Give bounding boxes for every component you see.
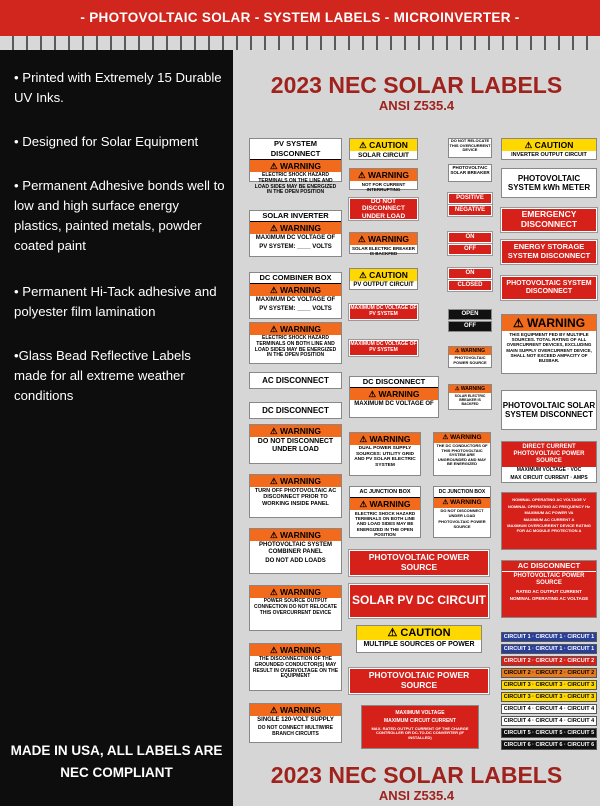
label-pv-system-disconnect-red: PHOTOVOLTAIC SYSTEM DISCONNECT bbox=[501, 276, 597, 300]
feature-adhesive: • Permanent Adhesive bonds well to low and high surface energy plastics, painted metals, powder coated paint bbox=[14, 178, 225, 253]
warning-banner: ⚠ WARNING bbox=[250, 586, 341, 598]
label-body: SOLAR CIRCUIT bbox=[358, 152, 409, 159]
caution-banner: ⚠ CAUTION bbox=[350, 139, 417, 151]
warning-banner: ⚠ WARNING bbox=[449, 385, 491, 393]
label-line: MAXIMUM CIRCUIT CURRENT bbox=[384, 717, 456, 724]
label-line: PV SYSTEM: ____ VOLTS bbox=[259, 243, 332, 250]
label-body: MAXIMUM DC VOLTAGE OF bbox=[354, 401, 434, 407]
label-ac-module-ratings bbox=[501, 492, 597, 550]
label-ac-disconnect: AC DISCONNECT bbox=[249, 372, 342, 389]
label-power-source-output bbox=[249, 585, 342, 631]
caution-banner: ⚠ CAUTION bbox=[357, 626, 481, 640]
label-line: NOMINAL OPERATING AC FREQUENCY Hz bbox=[507, 503, 591, 509]
warning-banner: ⚠ WARNING bbox=[250, 704, 341, 716]
label-emergency-disconnect: EMERGENCY DISCONNECT bbox=[501, 208, 597, 232]
label-pv-output-circuit bbox=[349, 268, 418, 290]
label-multiple-sources-warning bbox=[501, 314, 597, 374]
label-dc-combiner bbox=[249, 272, 342, 319]
label-body: MULTIPLE SOURCES OF POWER bbox=[363, 641, 475, 648]
label-circuit-5: CIRCUIT 5 · CIRCUIT 5 · CIRCUIT 5 bbox=[501, 728, 597, 738]
label-pv-power-source-red-2: PHOTOVOLTAIC POWER SOURCE bbox=[349, 668, 489, 694]
warning-banner: ⚠ WARNING bbox=[350, 433, 420, 445]
label-solar-pv-dc: SOLAR PV DC CIRCUIT bbox=[349, 584, 489, 618]
label-body: NOT FOR CURRENT INTERRUPTING bbox=[361, 182, 406, 193]
label-off-2: OFF bbox=[448, 321, 492, 332]
label-combiner-panel bbox=[249, 528, 342, 574]
label-max-dc-voltage-a: MAXIMUM DC VOLTAGE OF PV SYSTEM bbox=[349, 304, 418, 320]
label-body: ELECTRIC SHOCK HAZARD TERMINALS ON BOTH LINE AND LOAD SIDES MAY BE ENERGIZED IN THE OPEN POSITION bbox=[254, 335, 337, 359]
label-body: PV OUTPUT CIRCUIT bbox=[353, 282, 414, 288]
label-line-load-warning bbox=[249, 322, 342, 364]
label-heading: DC DISCONNECT bbox=[350, 377, 438, 388]
label-body: PHOTOVOLTAIC POWER SOURCE bbox=[453, 355, 487, 365]
label-heading: PV SYSTEM DISCONNECT bbox=[250, 139, 341, 160]
label-do-not-relocate: DO NOT RELOCATE THIS OVERCURRENT DEVICE bbox=[448, 138, 492, 158]
label-pv-power-source-red: PHOTOVOLTAIC POWER SOURCE bbox=[349, 550, 489, 576]
label-pv-system-disconnect bbox=[249, 138, 342, 196]
label-body: POWER SOURCE OUTPUT CONNECTION DO NOT RELOCATE THIS OVERCURRENT DEVICE bbox=[254, 598, 337, 616]
label-single-120v bbox=[249, 703, 342, 743]
label-line: DO NOT ADD LOADS bbox=[265, 557, 326, 564]
label-body: PHOTOVOLTAIC POWER SOURCE bbox=[513, 573, 585, 586]
label-heading: DC JUNCTION BOX bbox=[434, 487, 490, 498]
label-turn-off-pv bbox=[249, 474, 342, 518]
label-solar-circuit bbox=[349, 138, 418, 160]
label-solar-inverter bbox=[249, 210, 342, 257]
label-on-2: ON bbox=[448, 268, 492, 279]
label-body: ELECTRIC SHOCK HAZARD TERMINALS ON THE LINE AND LOAD SIDES MAY BE ENERGIZED IN THE OPEN POSITION bbox=[254, 172, 337, 196]
label-breaker-backfed bbox=[349, 232, 418, 257]
label-dc-disconnect-warning bbox=[349, 376, 439, 418]
warning-banner: ⚠ WARNING bbox=[502, 315, 596, 331]
label-max-voltage-current bbox=[361, 705, 479, 749]
warning-banner: ⚠ WARNING bbox=[250, 284, 341, 296]
label-max-dc-voltage-b: MAXIMUM DC VOLTAGE OF PV SYSTEM bbox=[349, 340, 418, 356]
decorative-stripe bbox=[0, 36, 600, 50]
label-line: MAXIMUM VOLTAGE · VOC bbox=[516, 467, 582, 473]
label-pv-power-source-small bbox=[448, 346, 492, 368]
label-ac-disconnect-red bbox=[501, 560, 597, 618]
feature-solar-equipment: • Designed for Solar Equipment bbox=[14, 134, 199, 149]
label-not-interrupting bbox=[349, 168, 418, 193]
warning-banner: ⚠ WARNING bbox=[250, 160, 341, 172]
label-body: THIS EQUIPMENT FED BY MULTIPLE SOURCES. TOTAL RATING OF ALL OVERCURRENT DEVICES, EXCLUDING MAIN SUPPLY OVERCURRENT DEVICE, SHALL NOT EXCEED AMPACITY OF BUSBAR. bbox=[506, 332, 592, 363]
label-line: MAXIMUM OVERCURRENT DEVICE RATING FOR AC MODULE PROTECTION A bbox=[507, 523, 591, 533]
warning-banner: ⚠ WARNING bbox=[250, 475, 341, 487]
label-line: NOMINAL OPERATING AC VOLTAGE V bbox=[512, 497, 586, 502]
caution-banner: ⚠ CAUTION bbox=[502, 139, 596, 151]
label-off: OFF bbox=[448, 244, 492, 255]
label-heading: DIRECT CURRENT PHOTOVOLTAIC POWER SOURCE bbox=[502, 442, 596, 467]
label-heading: AC JUNCTION BOX bbox=[350, 487, 420, 498]
label-heading: AC DISCONNECT bbox=[502, 561, 596, 572]
warning-banner: ⚠ WARNING bbox=[250, 222, 341, 234]
label-heading: DC COMBINER BOX bbox=[250, 273, 341, 284]
label-line: MAXIMUM AC POWER VA bbox=[524, 510, 574, 516]
made-in-usa: MADE IN USA, ALL LABELS ARE NEC COMPLIANT bbox=[10, 743, 223, 780]
label-line: RATED AC OUTPUT CURRENT bbox=[516, 588, 582, 594]
feature-uv-inks: • Printed with Extremely 15 Durable UV Inks. bbox=[14, 70, 222, 105]
label-dc-junction bbox=[433, 486, 491, 538]
label-line: MAX CIRCUIT CURRENT · AMPS bbox=[510, 474, 588, 481]
label-dc-source bbox=[501, 441, 597, 483]
label-circuit-4: CIRCUIT 4 · CIRCUIT 4 · CIRCUIT 4 bbox=[501, 704, 597, 714]
warning-banner: ⚠ WARNING bbox=[449, 347, 491, 355]
label-dc-disconnect: DC DISCONNECT bbox=[249, 402, 342, 419]
label-do-not-disconnect-red: DO NOT DISCONNECT UNDER LOAD bbox=[349, 198, 418, 220]
warning-banner: ⚠ WARNING bbox=[250, 425, 341, 437]
warning-banner: ⚠ WARNING bbox=[350, 388, 438, 400]
bottom-subtitle: ANSI Z535.4 bbox=[378, 788, 455, 803]
label-ac-junction bbox=[349, 486, 421, 538]
label-breaker-backfed-small bbox=[448, 384, 492, 410]
header-banner: - PHOTOVOLTAIC SOLAR - SYSTEM LABELS - MICROINVERTER - bbox=[0, 0, 600, 36]
label-body: DO NOT DISCONNECT UNDER LOAD bbox=[440, 508, 484, 518]
label-grounded-conductor bbox=[249, 643, 342, 691]
label-body: SOLAR ELECTRIC BREAKER IS BACKFED bbox=[454, 394, 486, 407]
warning-banner: ⚠ WARNING bbox=[350, 169, 417, 181]
label-body: MAXIMUM DC VOLTAGE OF bbox=[255, 297, 336, 303]
caution-banner: ⚠ CAUTION bbox=[350, 269, 417, 281]
label-line: MAXIMUM VOLTAGE bbox=[395, 710, 445, 716]
label-positive: POSITIVE bbox=[448, 193, 492, 204]
label-body: MAXIMUM DC VOLTAGE OF bbox=[255, 235, 336, 241]
label-pv-solar-disconnect: PHOTOVOLTAIC SOLAR SYSTEM DISCONNECT bbox=[501, 390, 597, 430]
label-body: DO NOT DISCONNECT UNDER LOAD bbox=[257, 438, 334, 454]
label-body: SINGLE 120-VOLT SUPPLY bbox=[257, 717, 334, 723]
warning-banner: ⚠ WARNING bbox=[250, 644, 341, 656]
label-circuit-3: CIRCUIT 3 · CIRCUIT 3 · CIRCUIT 3 bbox=[501, 680, 597, 690]
labels-panel bbox=[233, 50, 600, 806]
label-circuit-4b: CIRCUIT 4 · CIRCUIT 4 · CIRCUIT 4 bbox=[501, 716, 597, 726]
label-open: OPEN bbox=[448, 309, 492, 320]
label-circuit-1: CIRCUIT 1 · CIRCUIT 1 · CIRCUIT 1 bbox=[501, 632, 597, 642]
warning-banner: ⚠ WARNING bbox=[350, 233, 417, 245]
label-line: MAX. RATED OUTPUT CURRENT OF THE CHARGE CONTROLLER OR DC-TO-DC CONVERTER (IF INSTALLED) bbox=[371, 725, 469, 740]
bottom-title: 2023 NEC SOLAR LABELS bbox=[270, 762, 563, 788]
main-title: 2023 NEC SOLAR LABELS bbox=[270, 72, 563, 98]
label-inverter-output bbox=[501, 138, 597, 160]
label-circuit-3b: CIRCUIT 3 · CIRCUIT 3 · CIRCUIT 3 bbox=[501, 692, 597, 702]
label-body: DUAL POWER SUPPLY SOURCES: UTILITY GRID AND PV SOLAR ELECTRIC SYSTEM bbox=[354, 446, 416, 468]
main-subtitle: ANSI Z535.4 bbox=[378, 98, 455, 113]
label-body: THE DISCONNECTION OF THE GROUNDED CONDUCTOR(S) MAY RESULT IN OVERVOLTAGE ON THE EQUIPMENT bbox=[252, 656, 339, 680]
label-line: MAXIMUM AC CURRENT A bbox=[523, 516, 575, 522]
label-do-not-disconnect bbox=[249, 424, 342, 464]
label-circuit-1b: CIRCUIT 1 · CIRCUIT 1 · CIRCUIT 1 bbox=[501, 644, 597, 654]
warning-banner: ⚠ WARNING bbox=[434, 433, 490, 443]
features-panel bbox=[0, 50, 233, 806]
label-line: DO NOT CONNECT MULTIWIRE BRANCH CIRCUITS bbox=[258, 724, 333, 737]
label-line: PHOTOVOLTAIC POWER SOURCE bbox=[438, 519, 486, 529]
warning-banner: ⚠ WARNING bbox=[250, 323, 341, 335]
warning-banner: ⚠ WARNING bbox=[250, 529, 341, 541]
label-body: INVERTER OUTPUT CIRCUIT bbox=[511, 152, 587, 158]
label-heading: SOLAR INVERTER bbox=[250, 211, 341, 222]
warning-banner: ⚠ WARNING bbox=[350, 498, 420, 510]
label-negative: NEGATIVE bbox=[448, 205, 492, 216]
label-pv-solar-breaker: PHOTOVOLTAIC SOLAR BREAKER bbox=[448, 164, 492, 182]
label-on: ON bbox=[448, 232, 492, 243]
label-multiple-sources bbox=[356, 625, 482, 653]
label-ess-disconnect: ENERGY STORAGE SYSTEM DISCONNECT bbox=[501, 240, 597, 264]
warning-banner: ⚠ WARNING bbox=[434, 498, 490, 508]
label-line: PV SYSTEM: ____ VOLTS bbox=[259, 305, 332, 312]
feature-reflective: •Glass Bead Reflective Labels made for all extreme weather conditions bbox=[14, 348, 191, 403]
label-body: TURN OFF PHOTOVOLTAIC AC DISCONNECT PRIOR TO WORKING INSIDE PANEL bbox=[254, 488, 337, 507]
label-circuit-2b: CIRCUIT 2 · CIRCUIT 2 · CIRCUIT 2 bbox=[501, 668, 597, 678]
label-body: ELECTRIC SHOCK HAZARD TERMINALS ON BOTH LINE AND LOAD SIDES MAY BE ENERGIZED IN THE OPEN POSITION bbox=[354, 511, 416, 537]
label-closed: CLOSED bbox=[448, 280, 492, 291]
label-dc-conductors bbox=[433, 432, 491, 476]
label-circuit-2: CIRCUIT 2 · CIRCUIT 2 · CIRCUIT 2 bbox=[501, 656, 597, 666]
label-kwh-meter: PHOTOVOLTAIC SYSTEM kWh METER bbox=[501, 168, 597, 198]
label-dual-power bbox=[349, 432, 421, 476]
label-body: THE DC CONDUCTORS OF THIS PHOTOVOLTAIC SYSTEM ARE UNGROUNDED AND MAY BE ENERGIZED bbox=[436, 443, 488, 467]
label-line: NOMINAL OPERATING AC VOLTAGE bbox=[509, 595, 589, 601]
label-body: PHOTOVOLTAIC SYSTEM COMBINER PANEL bbox=[258, 542, 332, 555]
feature-hi-tack: • Permanent Hi-Tack adhesive and polyester film lamination bbox=[14, 284, 217, 319]
label-circuit-6: CIRCUIT 6 · CIRCUIT 6 · CIRCUIT 6 bbox=[501, 740, 597, 750]
label-body: SOLAR ELECTRIC BREAKER IS BACKFED bbox=[352, 246, 416, 257]
